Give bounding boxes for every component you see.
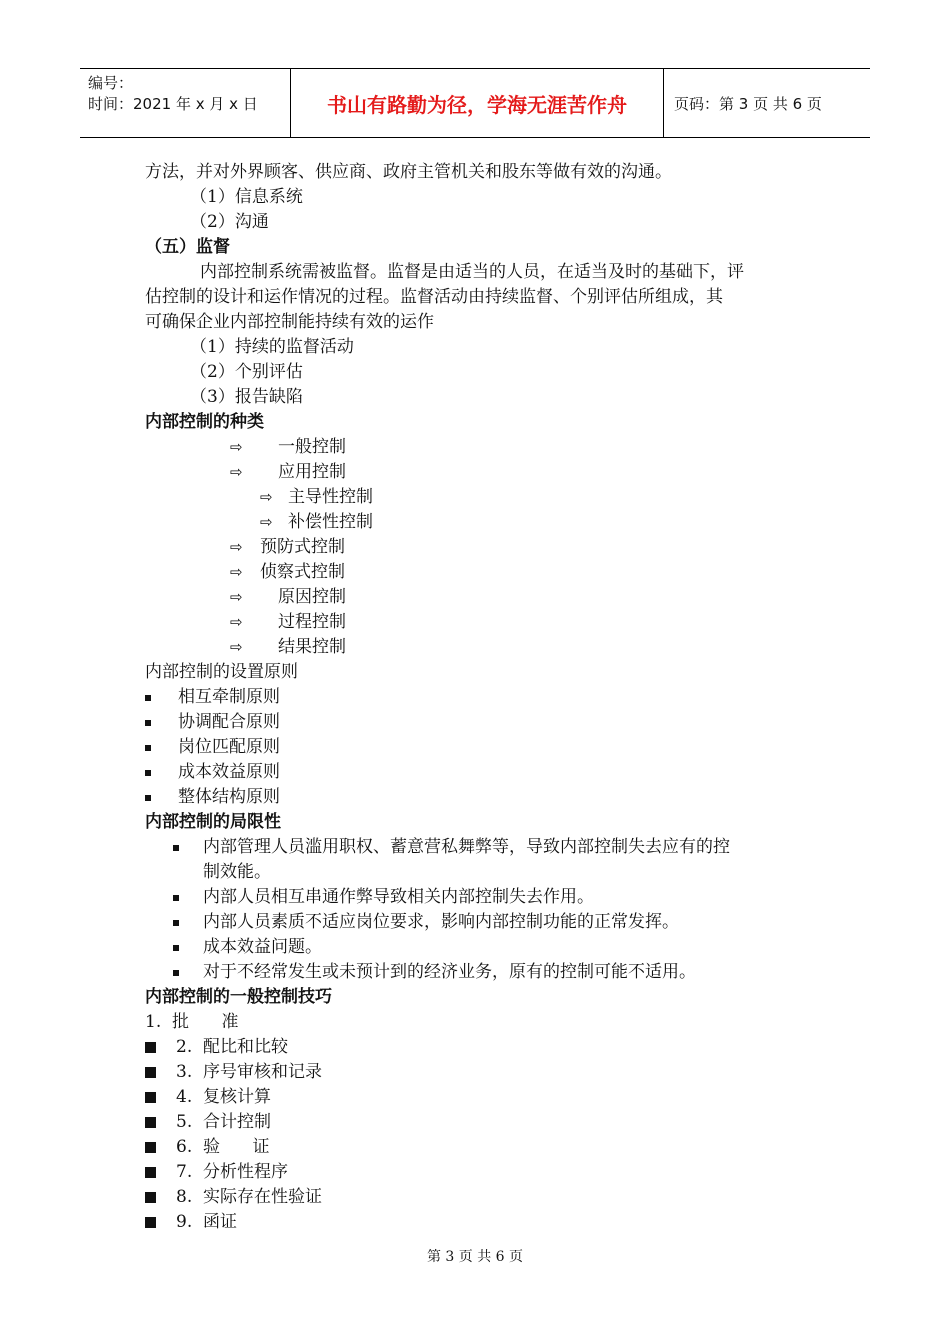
type-item: ⇨ 补偿性控制 xyxy=(260,512,373,532)
limit-item-continuation: 制效能。 xyxy=(203,862,271,882)
arrow-right-icon: ⇨ xyxy=(230,563,243,581)
page-footer: 第 3 页 共 6 页 xyxy=(426,1249,524,1265)
principle-item: 相互牵制原则 xyxy=(145,685,280,709)
technique-item: 4. 复核计算 xyxy=(145,1085,271,1109)
header-page-label: 页码：第 3 页 共 6 页 xyxy=(674,94,822,113)
limit-item: 内部管理人员滥用职权、蓄意营私舞弊等，导致内部控制失去应有的控 xyxy=(173,835,730,859)
principles-heading: 内部控制的设置原则 xyxy=(145,662,298,682)
page-header xyxy=(80,68,870,138)
type-item: ⇨ 过程控制 xyxy=(230,612,346,632)
bullet-icon xyxy=(145,1092,156,1103)
header-motto: 书山有路勤为径，学海无涯苦作舟 xyxy=(291,69,664,137)
bullet-icon xyxy=(145,1117,156,1128)
arrow-right-icon: ⇨ xyxy=(230,638,243,656)
arrow-right-icon: ⇨ xyxy=(260,513,273,531)
bullet-icon xyxy=(145,720,151,726)
bullet-icon xyxy=(145,745,151,751)
limit-item: 内部人员相互串通作弊导致相关内部控制失去作用。 xyxy=(173,885,594,909)
intro-line: 方法，并对外界顾客、供应商、政府主管机关和股东等做有效的沟通。 xyxy=(145,162,672,182)
bullet-icon xyxy=(173,945,179,951)
type-item: ⇨ 原因控制 xyxy=(230,587,346,607)
header-meta xyxy=(80,69,291,137)
technique-item: 6. 验 证 xyxy=(145,1135,269,1159)
arrow-right-icon: ⇨ xyxy=(230,613,243,631)
limits-heading: 内部控制的局限性 xyxy=(145,812,281,832)
bullet-icon xyxy=(173,970,179,976)
comm-item: （2）沟通 xyxy=(190,212,269,232)
bullet-icon xyxy=(173,895,179,901)
bullet-icon xyxy=(145,1142,156,1153)
bullet-icon xyxy=(145,1167,156,1178)
technique-item: 3. 序号审核和记录 xyxy=(145,1060,322,1084)
principle-item: 成本效益原则 xyxy=(145,760,280,784)
bullet-icon xyxy=(145,795,151,801)
type-item: ⇨ 预防式控制 xyxy=(230,537,345,557)
monitor-para-line: 估控制的设计和运作情况的过程。监督活动由持续监督、个别评估所组成，其 xyxy=(145,287,723,307)
principle-item: 协调配合原则 xyxy=(145,710,280,734)
technique-item: 8. 实际存在性验证 xyxy=(145,1185,322,1209)
type-item: ⇨ 主导性控制 xyxy=(260,487,373,507)
technique-item: 5. 合计控制 xyxy=(145,1110,271,1134)
arrow-right-icon: ⇨ xyxy=(230,463,243,481)
bullet-icon xyxy=(145,1192,156,1203)
technique-item: 2. 配比和比较 xyxy=(145,1035,288,1059)
technique-item: 9. 函证 xyxy=(145,1210,237,1234)
monitor-item: （2）个别评估 xyxy=(190,362,303,382)
techniques-heading: 内部控制的一般控制技巧 xyxy=(145,987,332,1007)
types-heading: 内部控制的种类 xyxy=(145,412,264,432)
arrow-right-icon: ⇨ xyxy=(230,588,243,606)
monitor-heading: （五）监督 xyxy=(145,237,230,257)
comm-item: （1）信息系统 xyxy=(190,187,303,207)
type-item: ⇨ 结果控制 xyxy=(230,637,346,657)
bullet-icon xyxy=(145,1217,156,1228)
monitor-item: （3）报告缺陷 xyxy=(190,387,303,407)
monitor-para-line: 可确保企业内部控制能持续有效的运作 xyxy=(145,312,434,332)
number-label: 编号： xyxy=(88,74,134,92)
date-label: 时间：2021 年 x 月 x 日 xyxy=(88,95,258,113)
monitor-para-line: 内部控制系统需被监督。监督是由适当的人员，在适当及时的基础下，评 xyxy=(200,262,744,282)
bullet-icon xyxy=(145,770,151,776)
type-item: ⇨ 侦察式控制 xyxy=(230,562,345,582)
principle-item: 岗位匹配原则 xyxy=(145,735,280,759)
limit-item: 内部人员素质不适应岗位要求，影响内部控制功能的正常发挥。 xyxy=(173,910,679,934)
monitor-item: （1）持续的监督活动 xyxy=(190,337,354,357)
bullet-icon xyxy=(145,1042,156,1053)
bullet-icon xyxy=(145,1067,156,1078)
type-item: ⇨ 应用控制 xyxy=(230,462,346,482)
bullet-icon xyxy=(173,845,179,851)
type-item: ⇨ 一般控制 xyxy=(230,437,346,457)
arrow-right-icon: ⇨ xyxy=(230,538,243,556)
principle-item: 整体结构原则 xyxy=(145,785,280,809)
bullet-icon xyxy=(173,920,179,926)
arrow-right-icon: ⇨ xyxy=(260,488,273,506)
technique-item: 7. 分析性程序 xyxy=(145,1160,288,1184)
bullet-icon xyxy=(145,695,151,701)
limit-item: 成本效益问题。 xyxy=(173,935,322,959)
technique-item: 1. 批 准 xyxy=(145,1012,239,1032)
arrow-right-icon: ⇨ xyxy=(230,438,243,456)
limit-item: 对于不经常发生或未预计到的经济业务，原有的控制可能不适用。 xyxy=(173,960,696,984)
